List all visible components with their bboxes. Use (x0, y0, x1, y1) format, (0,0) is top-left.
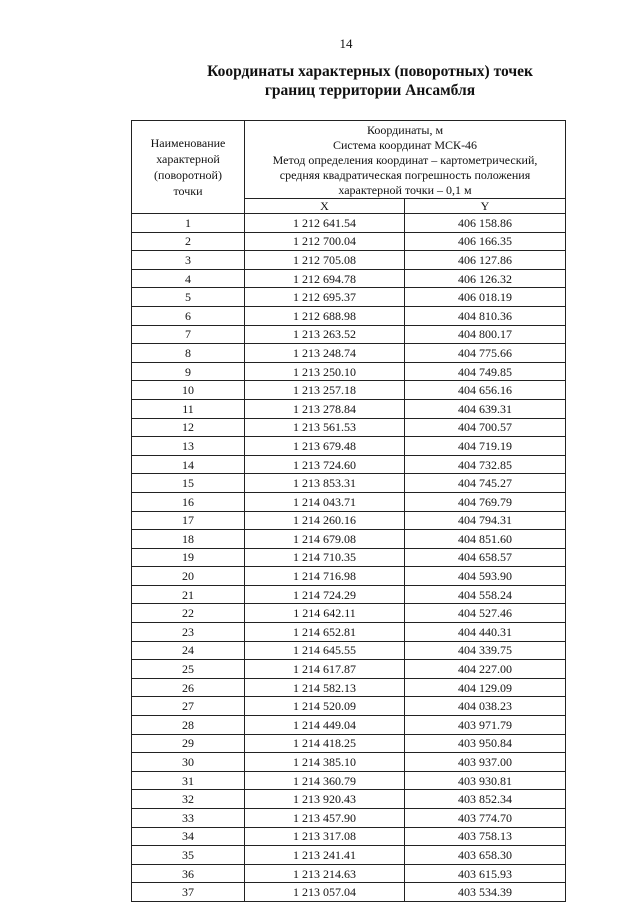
point-number-cell: 2 (132, 232, 245, 251)
point-number-cell: 14 (132, 455, 245, 474)
table-row (132, 790, 566, 809)
y-coordinate-cell: 404 038.23 (405, 697, 566, 716)
point-number-cell: 36 (132, 864, 245, 883)
x-coordinate-cell: 1 213 214.63 (245, 864, 405, 883)
table-row (132, 623, 566, 642)
y-coordinate-cell: 404 794.31 (405, 511, 566, 530)
x-coordinate-cell: 1 213 853.31 (245, 474, 405, 493)
y-coordinate-cell: 404 593.90 (405, 567, 566, 586)
table-row (132, 399, 566, 418)
point-number-cell: 1 (132, 214, 245, 233)
x-coordinate-cell: 1 214 520.09 (245, 697, 405, 716)
x-coordinate-cell: 1 214 043.71 (245, 492, 405, 511)
x-coordinate-cell: 1 213 724.60 (245, 455, 405, 474)
page-number: 14 (339, 36, 353, 51)
y-coordinate-cell: 404 558.24 (405, 585, 566, 604)
y-coordinate-cell: 406 127.86 (405, 251, 566, 270)
x-coordinate-cell: 1 212 705.08 (245, 251, 405, 270)
coordinates-table-body (132, 214, 566, 902)
x-coordinate-cell: 1 214 716.98 (245, 567, 405, 586)
x-coordinate-cell: 1 213 317.08 (245, 827, 405, 846)
point-number-cell: 21 (132, 585, 245, 604)
point-number-cell: 26 (132, 678, 245, 697)
x-coordinate-cell: 1 213 679.48 (245, 437, 405, 456)
point-number-cell: 16 (132, 492, 245, 511)
y-coordinate-cell: 404 658.57 (405, 548, 566, 567)
x-coordinate-cell: 1 214 710.35 (245, 548, 405, 567)
y-coordinate-cell: 403 758.13 (405, 827, 566, 846)
table-row (132, 325, 566, 344)
point-number-cell: 19 (132, 548, 245, 567)
x-coordinate-cell: 1 214 652.81 (245, 623, 405, 642)
table-row (132, 864, 566, 883)
x-coordinate-cell: 1 213 263.52 (245, 325, 405, 344)
point-number-cell: 37 (132, 883, 245, 902)
coordinates-header-line: характерной точки – 0,1 м (338, 183, 472, 197)
x-coordinate-cell: 1 213 250.10 (245, 362, 405, 381)
table-row (132, 251, 566, 270)
table-row (132, 771, 566, 790)
x-coordinate-cell: 1 212 694.78 (245, 269, 405, 288)
point-number-cell: 8 (132, 344, 245, 363)
point-number-cell: 28 (132, 716, 245, 735)
title-line-1: Координаты характерных (поворотных) точек (207, 63, 533, 80)
x-coordinate-cell: 1 213 457.90 (245, 809, 405, 828)
x-coordinate-cell: 1 214 724.29 (245, 585, 405, 604)
point-number-cell: 23 (132, 623, 245, 642)
point-number-cell: 6 (132, 306, 245, 325)
y-coordinate-cell: 403 615.93 (405, 864, 566, 883)
table-row (132, 753, 566, 772)
x-coordinate-cell: 1 214 449.04 (245, 716, 405, 735)
coordinates-table (131, 120, 566, 902)
point-number-cell: 34 (132, 827, 245, 846)
table-row (132, 678, 566, 697)
point-number-cell: 7 (132, 325, 245, 344)
table-row (132, 883, 566, 902)
document-title (160, 62, 580, 100)
point-number-cell: 4 (132, 269, 245, 288)
table-row (132, 437, 566, 456)
y-coordinate-cell: 403 971.79 (405, 716, 566, 735)
y-coordinate-cell: 404 527.46 (405, 604, 566, 623)
x-coordinate-cell: 1 213 278.84 (245, 399, 405, 418)
y-coordinate-cell: 404 129.09 (405, 678, 566, 697)
y-coordinate-cell: 404 227.00 (405, 660, 566, 679)
point-number-cell: 5 (132, 288, 245, 307)
y-coordinate-cell: 404 440.31 (405, 623, 566, 642)
table-row (132, 269, 566, 288)
y-coordinate-cell: 403 658.30 (405, 846, 566, 865)
y-coordinate-cell: 404 700.57 (405, 418, 566, 437)
table-row (132, 809, 566, 828)
coordinates-header-line: средняя квадратическая погрешность положения (279, 168, 531, 182)
table-row (132, 362, 566, 381)
table-row (132, 567, 566, 586)
x-coordinate-cell: 1 212 700.04 (245, 232, 405, 251)
table-row (132, 604, 566, 623)
y-coordinate-cell: 404 745.27 (405, 474, 566, 493)
point-name-header-line: точки (173, 184, 203, 198)
table-row (132, 697, 566, 716)
y-coordinate-cell: 403 937.00 (405, 753, 566, 772)
x-coordinate-cell: 1 214 360.79 (245, 771, 405, 790)
x-coordinate-cell: 1 214 679.08 (245, 530, 405, 549)
y-coordinate-cell: 404 639.31 (405, 399, 566, 418)
x-coordinate-cell: 1 212 641.54 (245, 214, 405, 233)
y-coordinate-cell: 404 775.66 (405, 344, 566, 363)
table-row (132, 548, 566, 567)
y-coordinate-cell: 403 534.39 (405, 883, 566, 902)
table-row (132, 530, 566, 549)
table-row (132, 846, 566, 865)
point-number-cell: 18 (132, 530, 245, 549)
coordinates-header-line: Метод определения координат – картометрический, (272, 153, 538, 167)
x-coordinate-cell: 1 213 057.04 (245, 883, 405, 902)
x-coordinate-cell: 1 214 385.10 (245, 753, 405, 772)
x-coordinate-cell: 1 213 248.74 (245, 344, 405, 363)
coordinates-header-line: Координаты, м (366, 123, 444, 137)
point-number-cell: 33 (132, 809, 245, 828)
table-row (132, 474, 566, 493)
table-row (132, 492, 566, 511)
point-name-header (132, 121, 245, 214)
table-row (132, 511, 566, 530)
x-coordinate-cell: 1 213 241.41 (245, 846, 405, 865)
x-coordinate-cell: 1 214 582.13 (245, 678, 405, 697)
y-coordinate-cell: 403 930.81 (405, 771, 566, 790)
y-coordinate-cell: 406 158.86 (405, 214, 566, 233)
y-coordinate-cell: 403 774.70 (405, 809, 566, 828)
point-name-header-line: (поворотной) (154, 168, 222, 182)
point-number-cell: 29 (132, 734, 245, 753)
y-coordinate-cell: 403 852.34 (405, 790, 566, 809)
point-number-cell: 11 (132, 399, 245, 418)
y-coordinate-cell: 404 769.79 (405, 492, 566, 511)
point-number-cell: 25 (132, 660, 245, 679)
y-coordinate-cell: 406 018.19 (405, 288, 566, 307)
x-coordinate-cell: 1 214 642.11 (245, 604, 405, 623)
table-row (132, 641, 566, 660)
table-row (132, 418, 566, 437)
point-number-cell: 13 (132, 437, 245, 456)
table-row (132, 734, 566, 753)
coordinates-header (245, 121, 566, 199)
point-number-cell: 10 (132, 381, 245, 400)
table-row (132, 660, 566, 679)
table-row (132, 716, 566, 735)
table-row (132, 381, 566, 400)
point-number-cell: 31 (132, 771, 245, 790)
y-coordinate-cell: 404 851.60 (405, 530, 566, 549)
x-coordinate-cell: 1 214 418.25 (245, 734, 405, 753)
point-number-cell: 3 (132, 251, 245, 270)
point-number-cell: 12 (132, 418, 245, 437)
point-number-cell: 9 (132, 362, 245, 381)
x-coordinate-cell: 1 213 561.53 (245, 418, 405, 437)
x-coordinate-cell: 1 214 617.87 (245, 660, 405, 679)
y-coordinate-cell: 404 810.36 (405, 306, 566, 325)
y-coordinate-cell: 406 126.32 (405, 269, 566, 288)
table-row (132, 232, 566, 251)
y-coordinate-cell: 404 732.85 (405, 455, 566, 474)
table-row (132, 214, 566, 233)
y-coordinate-cell: 404 339.75 (405, 641, 566, 660)
table-row (132, 344, 566, 363)
title-line-2: границ территории Ансамбля (264, 82, 476, 99)
y-coordinate-cell: 404 719.19 (405, 437, 566, 456)
x-coordinate-cell: 1 214 260.16 (245, 511, 405, 530)
x-coordinate-cell: 1 213 257.18 (245, 381, 405, 400)
point-number-cell: 20 (132, 567, 245, 586)
coordinates-header-line: Система координат МСК-46 (332, 138, 478, 152)
table-row (132, 306, 566, 325)
y-coordinate-cell: 404 749.85 (405, 362, 566, 381)
point-number-cell: 27 (132, 697, 245, 716)
point-number-cell: 15 (132, 474, 245, 493)
x-coordinate-cell: 1 212 695.37 (245, 288, 405, 307)
point-number-cell: 32 (132, 790, 245, 809)
table-row (132, 827, 566, 846)
x-coordinate-cell: 1 212 688.98 (245, 306, 405, 325)
point-number-cell: 30 (132, 753, 245, 772)
point-number-cell: 24 (132, 641, 245, 660)
table-row (132, 585, 566, 604)
table-row (132, 455, 566, 474)
y-column-header: Y (405, 199, 566, 214)
point-name-header-line: Наименование (150, 136, 226, 150)
point-number-cell: 22 (132, 604, 245, 623)
y-coordinate-cell: 403 950.84 (405, 734, 566, 753)
x-column-header: X (245, 199, 405, 214)
y-coordinate-cell: 404 656.16 (405, 381, 566, 400)
point-number-cell: 17 (132, 511, 245, 530)
y-coordinate-cell: 406 166.35 (405, 232, 566, 251)
x-coordinate-cell: 1 213 920.43 (245, 790, 405, 809)
x-coordinate-cell: 1 214 645.55 (245, 641, 405, 660)
point-name-header-line: характерной (156, 152, 220, 166)
table-row (132, 288, 566, 307)
point-number-cell: 35 (132, 846, 245, 865)
y-coordinate-cell: 404 800.17 (405, 325, 566, 344)
